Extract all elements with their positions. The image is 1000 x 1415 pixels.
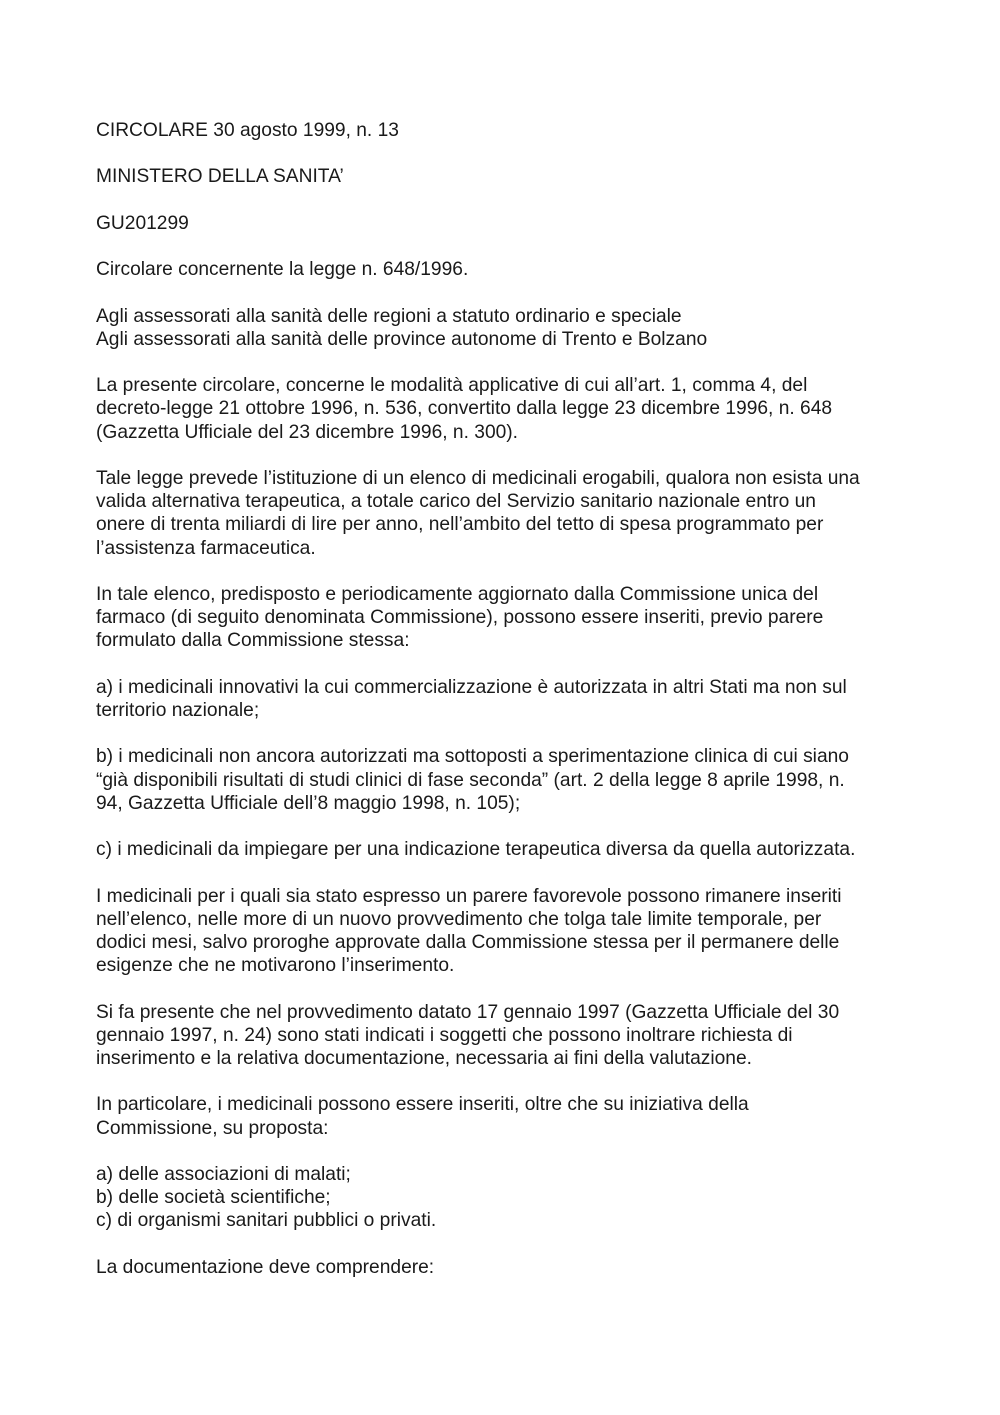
text-line: (Gazzetta Ufficiale del 23 dicembre 1996, n. 300).	[96, 421, 519, 443]
paragraph-intro	[96, 374, 926, 444]
paragraph-provision-note	[96, 1001, 926, 1071]
gazette-reference	[96, 212, 926, 235]
text-line: inserimento e la relativa documentazione, necessaria ai fini della valutazione.	[96, 1047, 752, 1069]
text-line: c) di organismi sanitari pubblici o privati.	[96, 1210, 437, 1232]
text-line: Si fa presente che nel provvedimento datato 17 gennaio 1997 (Gazzetta Ufficiale del 30	[96, 1001, 840, 1023]
text-line: CIRCOLARE 30 agosto 1999, n. 13	[96, 120, 399, 141]
ministry-name	[96, 165, 926, 188]
text-line: Commissione, su proposta:	[96, 1117, 329, 1139]
paragraph-validity	[96, 885, 926, 978]
text-line: MINISTERO DELLA SANITA’	[96, 166, 344, 188]
text-line: farmaco (di seguito denominata Commissione), possono essere inseriti, previo parere	[96, 607, 824, 629]
paragraph-proposal-intro	[96, 1093, 926, 1139]
text-line: La presente circolare, concerne le modalità applicative di cui all’art. 1, comma 4, del	[96, 375, 808, 397]
list-item-b	[96, 745, 926, 815]
paragraph-law-provision	[96, 467, 926, 560]
circular-subject	[96, 258, 926, 281]
circular-title	[96, 119, 926, 142]
text-line: 94, Gazzetta Ufficiale dell’8 maggio 1998, n. 105);	[96, 792, 521, 814]
paragraph-documentation	[96, 1256, 926, 1279]
proposer-list	[96, 1163, 926, 1233]
text-line: gennaio 1997, n. 24) sono stati indicati i soggetti che possono inoltrare richiesta di	[96, 1024, 793, 1046]
text-line: dodici mesi, salvo proroghe approvate dalla Commissione stessa per il permanere delle	[96, 931, 840, 953]
text-line: l’assistenza farmaceutica.	[96, 537, 316, 559]
text-line: valida alternativa terapeutica, a totale carico del Servizio sanitario nazionale entro un	[96, 491, 816, 513]
recipients	[96, 305, 926, 351]
text-line: formulato dalla Commissione stessa:	[96, 630, 410, 652]
text-line: Circolare concernente la legge n. 648/1996.	[96, 259, 469, 281]
text-line: Tale legge prevede l’istituzione di un elenco di medicinali erogabili, qualora non esista una	[96, 467, 860, 489]
paragraph-list-intro	[96, 583, 926, 653]
text-line: “già disponibili risultati di studi clinici di fase seconda” (art. 2 della legge 8 aprile 1998, n.	[96, 769, 845, 791]
text-line: GU201299	[96, 212, 189, 234]
text-line: b) delle società scientifiche;	[96, 1187, 331, 1209]
text-line: esigenze che ne motivarono l’inserimento.	[96, 955, 455, 977]
text-line: a) i medicinali innovativi la cui commercializzazione è autorizzata in altri Stati ma non sul	[96, 676, 847, 698]
text-line: La documentazione deve comprendere:	[96, 1256, 435, 1278]
text-line: b) i medicinali non ancora autorizzati ma sottoposti a sperimentazione clinica di cui siano	[96, 746, 849, 768]
text-line: Agli assessorati alla sanità delle province autonome di Trento e Bolzano	[96, 328, 708, 350]
text-line: In tale elenco, predisposto e periodicamente aggiornato dalla Commissione unica del	[96, 583, 819, 605]
text-line: territorio nazionale;	[96, 699, 260, 721]
document-page	[96, 119, 926, 1302]
text-line: a) delle associazioni di malati;	[96, 1163, 351, 1185]
list-item-a	[96, 676, 926, 722]
text-line: nell’elenco, nelle more di un nuovo provvedimento che tolga tale limite temporale, per	[96, 908, 822, 930]
text-line: onere di trenta miliardi di lire per anno, nell’ambito del tetto di spesa programmato per	[96, 514, 824, 536]
list-item-c	[96, 838, 926, 861]
text-line: Agli assessorati alla sanità delle regioni a statuto ordinario e speciale	[96, 305, 682, 327]
text-line: In particolare, i medicinali possono essere inseriti, oltre che su iniziativa della	[96, 1094, 749, 1116]
text-line: I medicinali per i quali sia stato espresso un parere favorevole possono rimanere inseriti	[96, 885, 842, 907]
text-line: c) i medicinali da impiegare per una indicazione terapeutica diversa da quella autorizzata.	[96, 839, 856, 861]
text-line: decreto-legge 21 ottobre 1996, n. 536, convertito dalla legge 23 dicembre 1996, n. 648	[96, 398, 833, 420]
